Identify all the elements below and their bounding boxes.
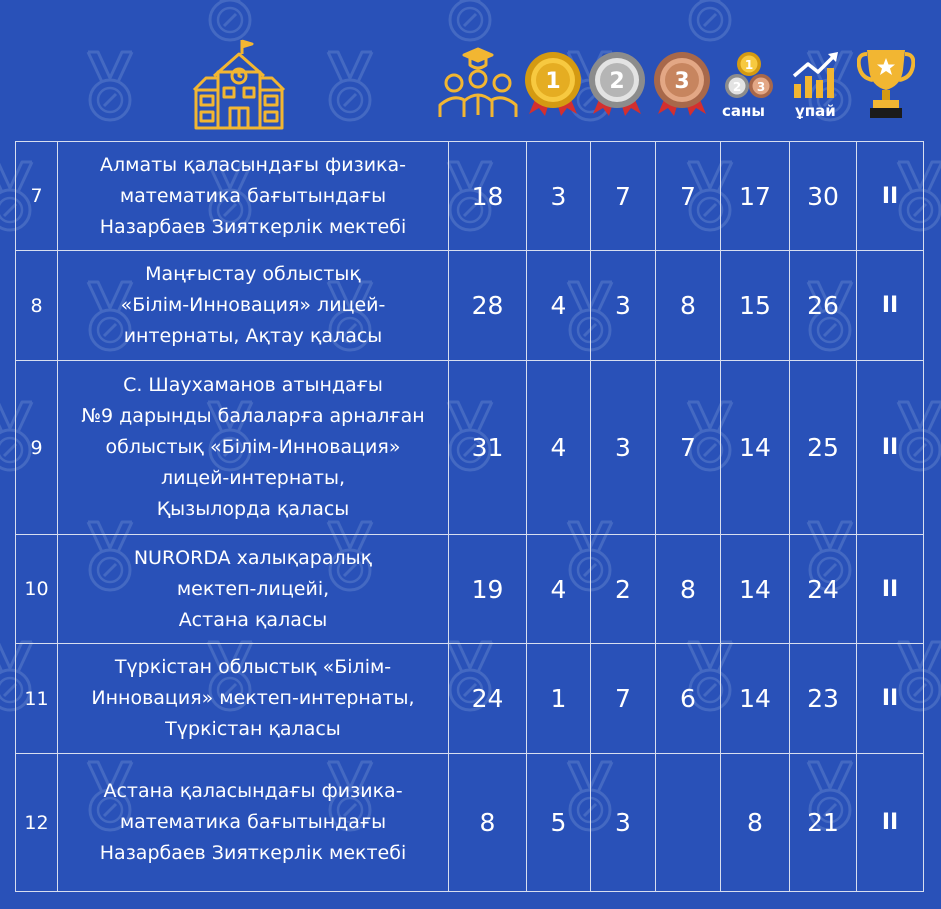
bronze-medal-digit: 3 [674, 69, 690, 94]
results-rows [16, 142, 924, 892]
institution-name: Маңғыстау облыстық «Білім-Инновация» лицей- интернаты, Ақтау қаласы [58, 251, 449, 361]
silver-count: 2 [591, 535, 656, 644]
gold-count: 4 [527, 361, 591, 535]
bronze-count [656, 754, 721, 892]
table-row [16, 644, 924, 754]
place-value: II [857, 251, 924, 361]
place-value: II [857, 644, 924, 754]
participants-count: 28 [449, 251, 527, 361]
silver-count: 7 [591, 644, 656, 754]
medal-stack-icon [720, 50, 778, 102]
row-number: 9 [16, 361, 58, 535]
place-value: II [857, 754, 924, 892]
row-number: 8 [16, 251, 58, 361]
bronze-medal-icon [650, 50, 714, 118]
silver-medal-icon [585, 50, 649, 118]
institution-name: NURORDA халықаралық мектеп-лицейі, Астана қаласы [58, 535, 449, 644]
gold-count: 5 [527, 754, 591, 892]
stack-gold-digit: 1 [744, 58, 754, 72]
silver-medal-digit: 2 [609, 69, 625, 94]
row-number: 7 [16, 142, 58, 251]
gold-count: 3 [527, 142, 591, 251]
row-number: 10 [16, 535, 58, 644]
medal-total: 14 [721, 535, 790, 644]
points-value: 24 [790, 535, 857, 644]
participants-count: 19 [449, 535, 527, 644]
medal-total: 17 [721, 142, 790, 251]
table-row [16, 754, 924, 892]
table-row [16, 361, 924, 535]
medal-total: 15 [721, 251, 790, 361]
row-number: 12 [16, 754, 58, 892]
stack-silver-digit: 2 [732, 80, 742, 94]
place-value: II [857, 535, 924, 644]
gold-medal-digit: 1 [545, 69, 561, 94]
silver-count: 3 [591, 361, 656, 535]
points-value: 21 [790, 754, 857, 892]
participants-count: 8 [449, 754, 527, 892]
gold-medal-icon [521, 50, 585, 118]
points-value: 25 [790, 361, 857, 535]
medal-total: 14 [721, 644, 790, 754]
bronze-count: 8 [656, 251, 721, 361]
header-icon-row [0, 0, 941, 140]
institution-name: Астана қаласындағы физика- математика бағытындағы Назарбаев Зияткерлік мектебі [58, 754, 449, 892]
points-value: 26 [790, 251, 857, 361]
silver-count: 3 [591, 754, 656, 892]
medal-total: 14 [721, 361, 790, 535]
participants-count: 24 [449, 644, 527, 754]
gold-count: 4 [527, 251, 591, 361]
participants-icon [438, 45, 518, 121]
institution-name: С. Шаухаманов атындағы №9 дарынды балаларға арналған облыстық «Білім-Инновация» лицей-интернаты, Қызылорда қаласы [58, 361, 449, 535]
points-value: 30 [790, 142, 857, 251]
trophy-icon [857, 46, 915, 120]
gold-count: 1 [527, 644, 591, 754]
points-value: 23 [790, 644, 857, 754]
bronze-count: 6 [656, 644, 721, 754]
points-label: ұпай [795, 102, 836, 120]
medal-total: 8 [721, 754, 790, 892]
school-building-icon [192, 38, 286, 130]
silver-count: 3 [591, 251, 656, 361]
results-table [15, 141, 924, 892]
table-row [16, 142, 924, 251]
place-value: II [857, 361, 924, 535]
table-row [16, 535, 924, 644]
bronze-count: 7 [656, 361, 721, 535]
gold-count: 4 [527, 535, 591, 644]
participants-count: 18 [449, 142, 527, 251]
bronze-count: 7 [656, 142, 721, 251]
table-row [16, 251, 924, 361]
institution-name: Түркістан облыстық «Білім- Инновация» мектеп-интернаты, Түркістан қаласы [58, 644, 449, 754]
silver-count: 7 [591, 142, 656, 251]
place-value: II [857, 142, 924, 251]
row-number: 11 [16, 644, 58, 754]
bronze-count: 8 [656, 535, 721, 644]
stack-bronze-digit: 3 [756, 80, 766, 94]
medal-count-label: саны [722, 102, 765, 120]
growth-chart-icon [790, 50, 842, 100]
participants-count: 31 [449, 361, 527, 535]
institution-name: Алматы қаласындағы физика- математика бағытындағы Назарбаев Зияткерлік мектебі [58, 142, 449, 251]
